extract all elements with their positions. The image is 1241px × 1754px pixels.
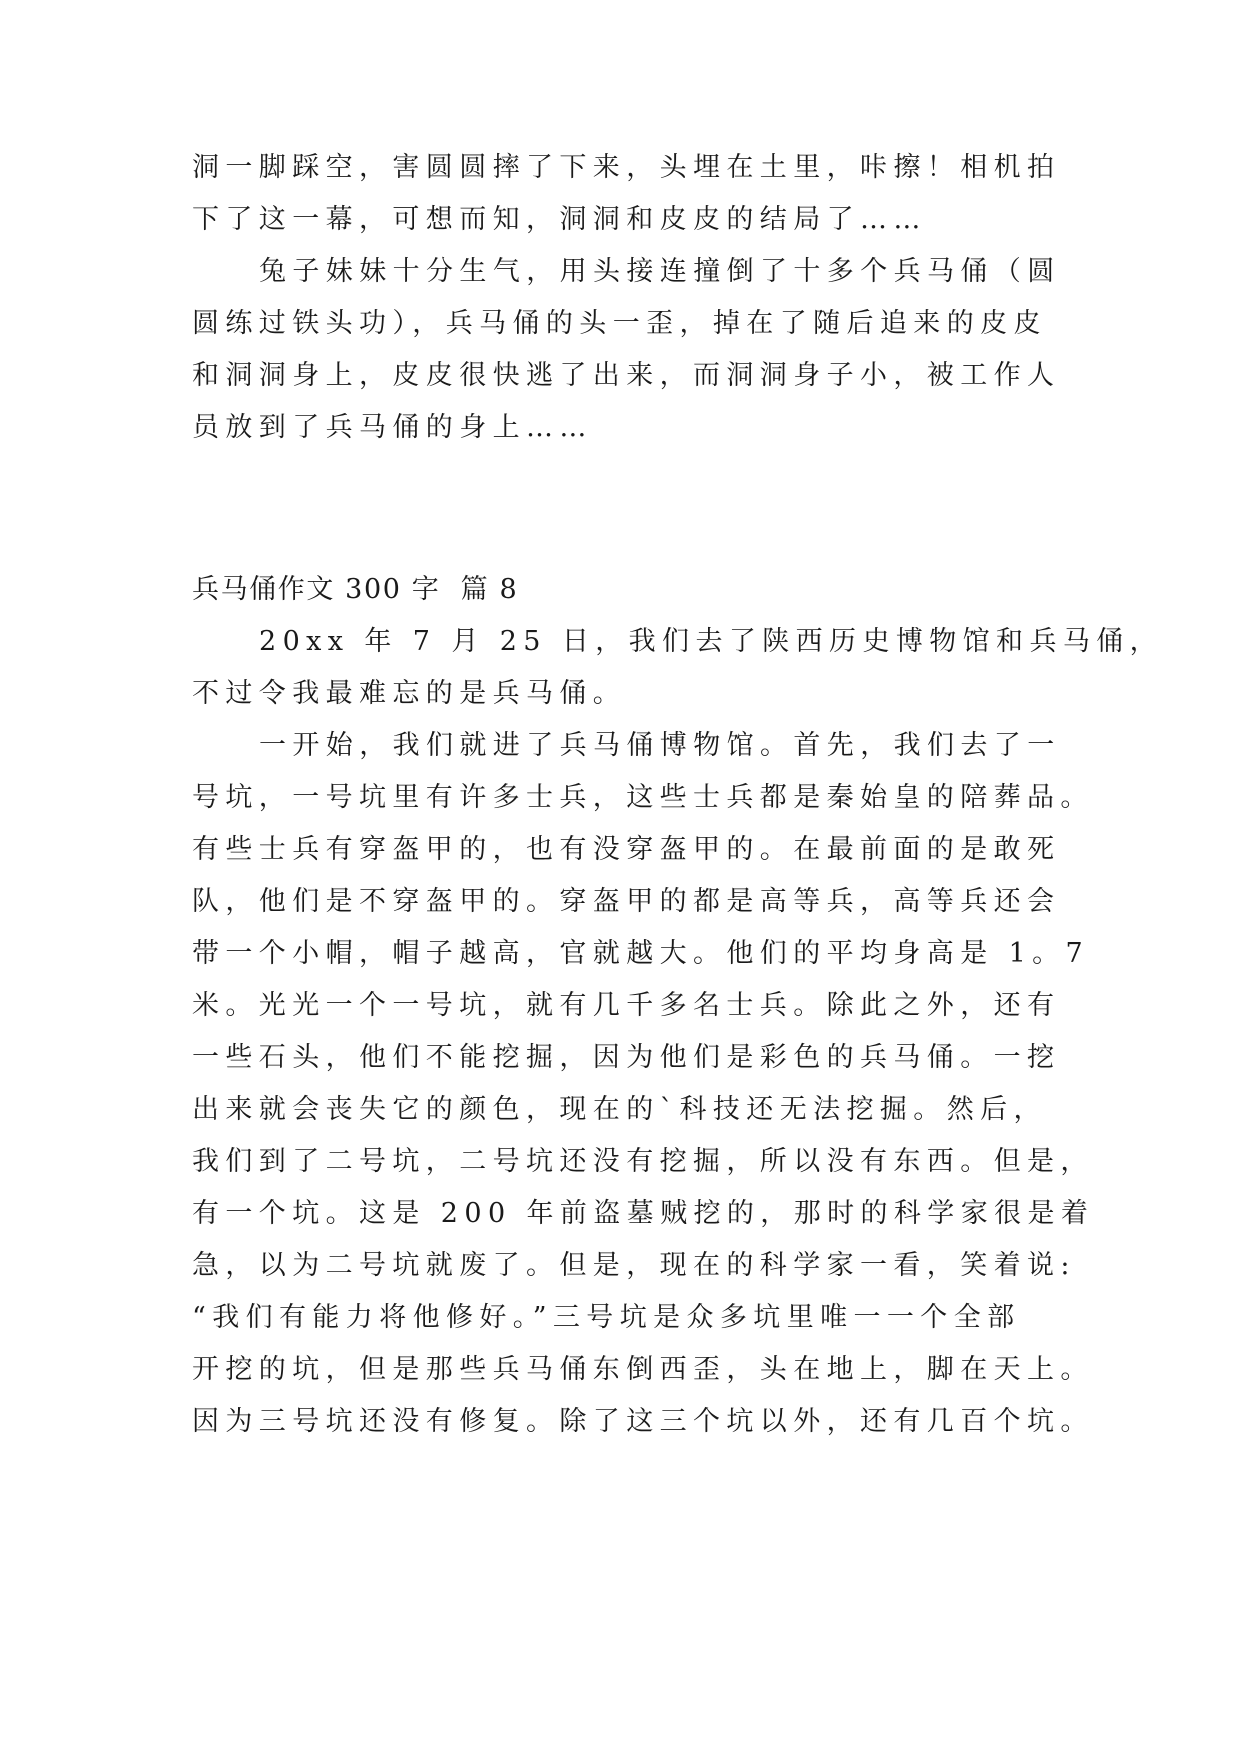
paragraph-3-line-1: 20xx 年 7 月 25 日，我们去了陕西历史博物馆和兵马俑，: [259, 626, 1164, 657]
paragraph-4-line-3: 有些士兵有穿盔甲的，也有没穿盔甲的。在最前面的是敢死: [192, 834, 1061, 865]
paragraph-4-line-14: 因为三号坑还没有修复。除了这三个坑以外，还有几百个坑。: [192, 1406, 1094, 1437]
paragraph-4-line-1: 一开始，我们就进了兵马俑博物馆。首先，我们去了一: [259, 730, 1061, 761]
paragraph-4-line-9: 我们到了二号坑，二号坑还没有挖掘，所以没有东西。但是，: [192, 1146, 1094, 1177]
paragraph-2-line-2: 圆练过铁头功），兵马俑的头一歪，掉在了随后追来的皮皮: [192, 308, 1047, 339]
paragraph-2-line-4: 员放到了兵马俑的身上……: [192, 412, 593, 443]
paragraph-4-line-7: 一些石头，他们不能挖掘，因为他们是彩色的兵马俑。一挖: [192, 1042, 1061, 1073]
paragraph-1-line-1: 洞一脚踩空，害圆圆摔了下来，头埋在土里，咔擦！相机拍: [192, 152, 1061, 183]
paragraph-1-line-2: 下了这一幕，可想而知，洞洞和皮皮的结局了……: [192, 204, 927, 235]
paragraph-4-line-6: 米。光光一个一号坑，就有几千多名士兵。除此之外，还有: [192, 990, 1061, 1021]
paragraph-4-line-2: 号坑，一号坑里有许多士兵，这些士兵都是秦始皇的陪葬品。: [192, 782, 1094, 813]
paragraph-4-line-4: 队，他们是不穿盔甲的。穿盔甲的都是高等兵，高等兵还会: [192, 886, 1061, 917]
paragraph-4-line-13: 开挖的坑，但是那些兵马俑东倒西歪，头在地上，脚在天上。: [192, 1354, 1094, 1385]
paragraph-2-line-3: 和洞洞身上，皮皮很快逃了出来，而洞洞身子小，被工作人: [192, 360, 1061, 391]
paragraph-3-line-2: 不过令我最难忘的是兵马俑。: [192, 678, 627, 709]
paragraph-4-line-10: 有一个坑。这是 200 年前盗墓贼挖的，那时的科学家很是着: [192, 1198, 1095, 1229]
paragraph-2-line-1: 兔子妹妹十分生气，用头接连撞倒了十多个兵马俑（圆: [259, 256, 1061, 287]
paragraph-4-line-12: “我们有能力将他修好。”三号坑是众多坑里唯一一个全部: [192, 1302, 1021, 1333]
paragraph-4-line-8: 出来就会丧失它的颜色，现在的`科技还无法挖掘。然后，: [192, 1094, 1047, 1125]
paragraph-4-line-11: 急，以为二号坑就废了。但是，现在的科学家一看，笑着说:: [192, 1250, 1076, 1281]
paragraph-4-line-5: 带一个小帽，帽子越高，官就越大。他们的平均身高是 1。7: [192, 938, 1090, 969]
section-heading: 兵马俑作文 300 字 篇 8: [192, 574, 519, 605]
